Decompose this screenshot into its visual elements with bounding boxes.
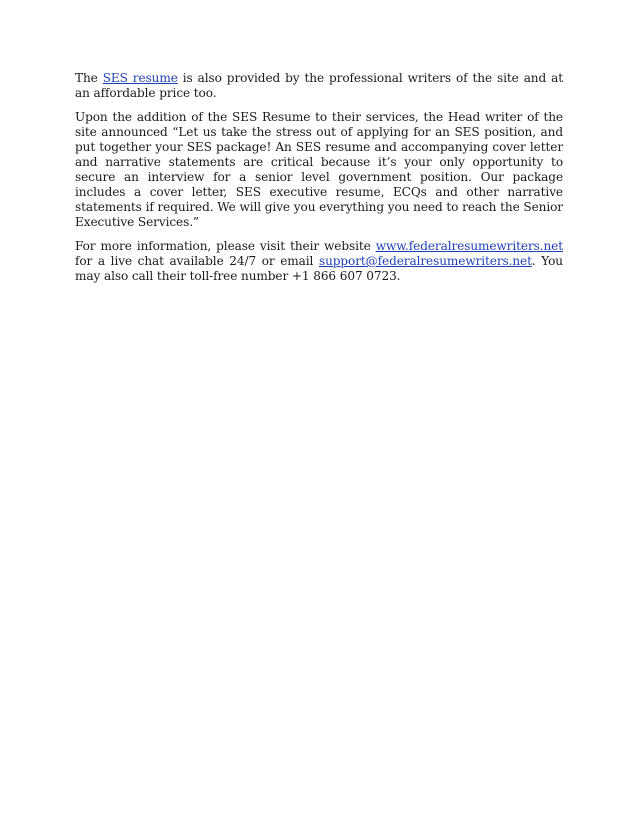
paragraph-ses-resume (75, 71, 563, 101)
ses-resume-link[interactable]: SES resume (102, 71, 178, 85)
document-page (75, 71, 563, 293)
paragraph-text: . You may also call their toll-free number +1 866 607 0723. (75, 254, 563, 283)
paragraph-text: For more information, please visit their website (75, 239, 376, 253)
email-link[interactable]: support@federalresumewriters.net (318, 254, 532, 268)
paragraph-text: for a live chat available 24/7 or email (75, 254, 319, 268)
paragraph-contact-info (75, 239, 563, 284)
paragraph-text: The (75, 71, 103, 85)
paragraph-announcement (75, 110, 563, 230)
paragraph-text: is also provided by the professional writers of the site and at an affordable price too. (75, 71, 563, 100)
paragraph-text: Upon the addition of the SES Resume to their services, the Head writer of the site announced “Let us take the stress out of applying for an SES position, and put together your SES package! An SES resume and accompanying cover letter and narrative statements are critical because it’s your only opportunity to secure an interview for a senior level government position. Our package includes a cover letter, SES executive resume, ECQs and other narrative statements if required. We will give you everything you need to reach the Senior Executive Services.” (75, 110, 563, 229)
website-link[interactable]: www.federalresumewriters.net (375, 239, 563, 253)
